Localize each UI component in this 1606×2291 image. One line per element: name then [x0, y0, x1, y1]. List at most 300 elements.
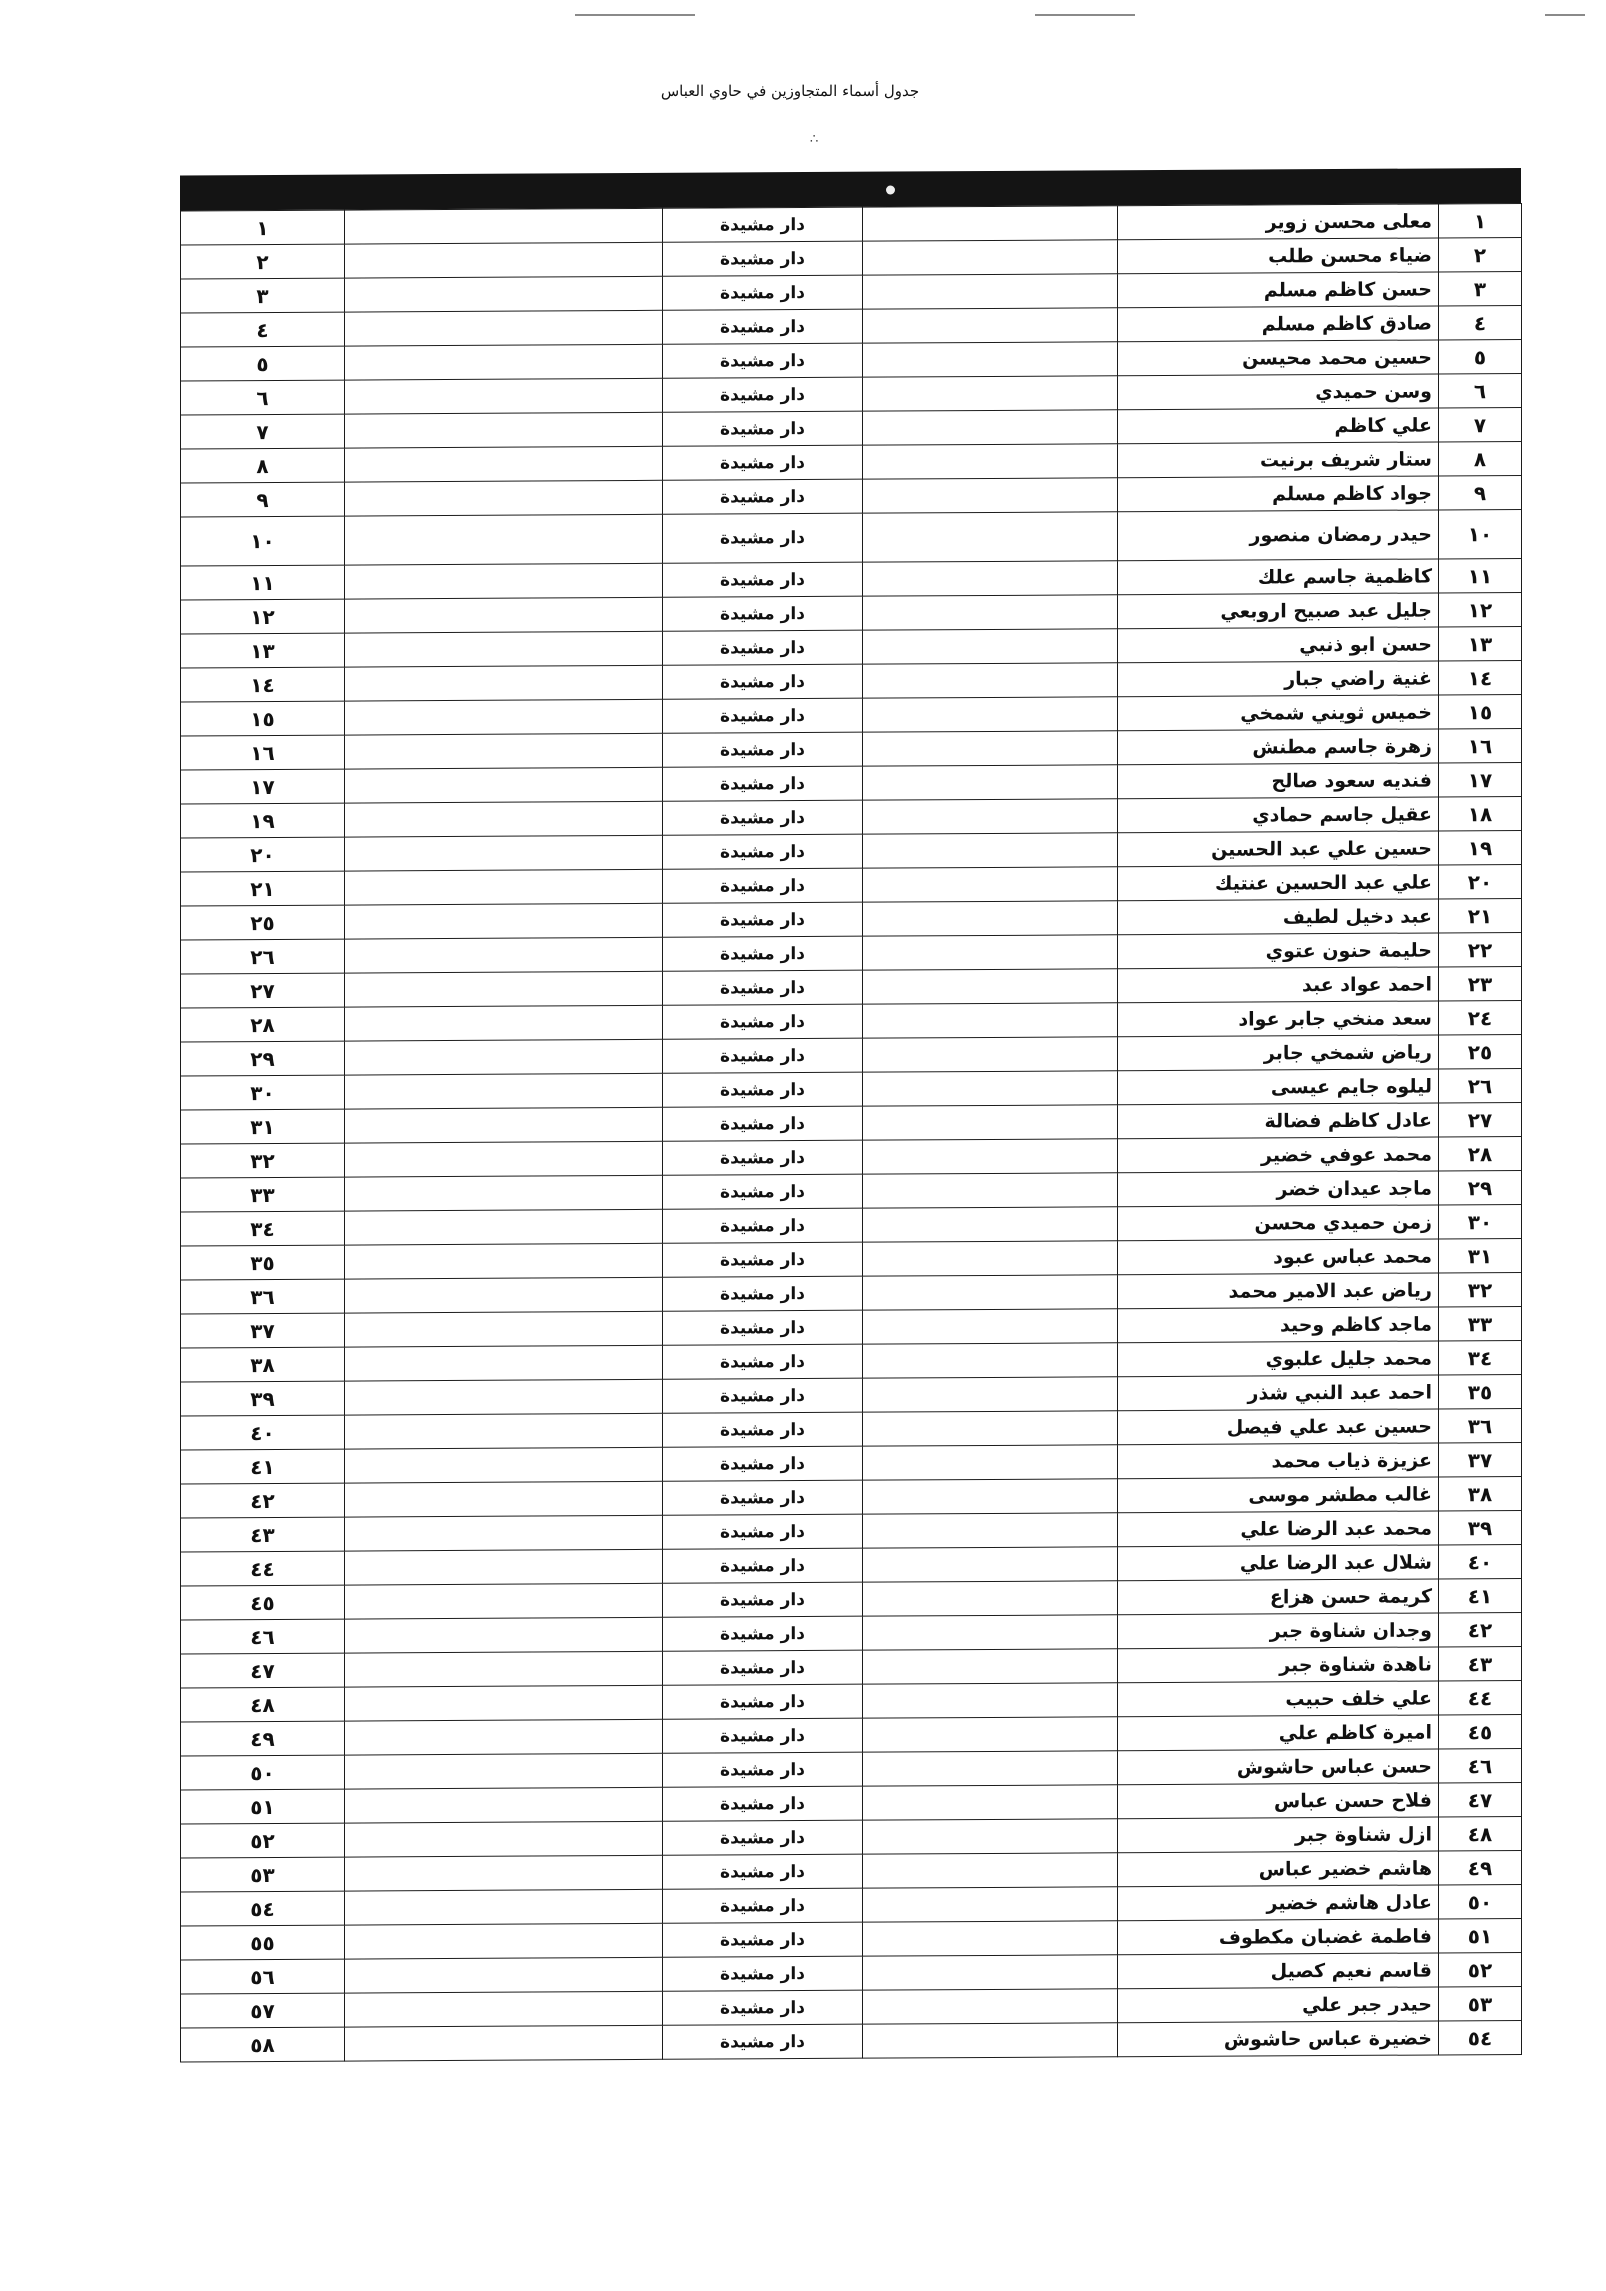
person-name: حسن ابو ذنبي [1118, 627, 1439, 663]
blank-cell [345, 903, 663, 939]
person-name: وسن حميدي [1118, 374, 1439, 410]
property-type: دار مشيدة [663, 1344, 863, 1379]
document-title: جدول أسماء المتجاوزين في حاوي العباس [660, 82, 920, 100]
reference-number: ٢١ [181, 871, 345, 906]
property-type: دار مشيدة [663, 1820, 863, 1855]
blank-cell [345, 1957, 663, 1993]
person-name: حسين علي عبد الحسين [1118, 831, 1439, 867]
person-name: هاشم خضير عباس [1118, 1851, 1439, 1887]
blank-cell [863, 1071, 1118, 1106]
property-type: دار مشيدة [663, 1718, 863, 1753]
person-name: عقيل جاسم حمادي [1118, 797, 1439, 833]
row-number: ٣٨ [1439, 1476, 1522, 1510]
row-number: ٤٤ [1439, 1680, 1522, 1714]
blank-cell [345, 1651, 663, 1687]
reference-number: ٤١ [181, 1449, 345, 1484]
blank-cell [863, 444, 1118, 479]
row-number: ٢١ [1439, 898, 1522, 932]
property-type: دار مشيدة [663, 1514, 863, 1549]
person-name: حيدر جبر علي [1118, 1987, 1439, 2023]
property-type: دار مشيدة [663, 513, 863, 563]
person-name: جواد كاظم مسلم [1118, 476, 1439, 512]
reference-number: ٤٢ [181, 1483, 345, 1518]
person-name: قاسم نعيم كصيل [1118, 1953, 1439, 1989]
blank-cell [863, 1581, 1118, 1616]
row-number: ٨ [1439, 441, 1522, 475]
property-type: دار مشيدة [663, 1208, 863, 1243]
blank-cell [345, 869, 663, 905]
row-number: ٣٩ [1439, 1510, 1522, 1544]
blank-cell [345, 480, 663, 516]
property-type: دار مشيدة [663, 970, 863, 1005]
person-name: حسين عبد علي فيصل [1118, 1409, 1439, 1445]
blank-cell [863, 731, 1118, 766]
blank-cell [345, 1583, 663, 1619]
property-type: دار مشيدة [663, 1922, 863, 1957]
row-number: ٢٧ [1439, 1102, 1522, 1136]
person-name: زمن حميدي محسن [1118, 1205, 1439, 1241]
blank-cell [345, 699, 663, 735]
scan-speck: ∴ [810, 132, 819, 147]
property-type: دار مشيدة [663, 1548, 863, 1583]
row-number: ٢ [1439, 237, 1522, 271]
blank-cell [345, 1107, 663, 1143]
reference-number: ٥١ [181, 1789, 345, 1824]
top-scan-line [1035, 14, 1135, 16]
reference-number: ٤٦ [181, 1619, 345, 1654]
blank-cell [345, 1005, 663, 1041]
person-name: ماجد كاظم وحيد [1118, 1307, 1439, 1343]
row-number: ١١ [1439, 558, 1522, 592]
person-name: جليل عبد صبيح اروبعي [1118, 593, 1439, 629]
row-number: ١٥ [1439, 694, 1522, 728]
property-type: دار مشيدة [663, 1140, 863, 1175]
person-name: رياض عبد الامير محمد [1118, 1273, 1439, 1309]
blank-cell [345, 631, 663, 667]
blank-cell [863, 1547, 1118, 1582]
blank-cell [345, 276, 663, 312]
property-type: دار مشيدة [663, 1004, 863, 1039]
row-number: ٥٢ [1439, 1952, 1522, 1986]
reference-number: ٥٢ [181, 1823, 345, 1858]
row-number: ٥ [1439, 339, 1522, 373]
person-name: حيدر رمضان منصور [1118, 510, 1439, 561]
blank-cell [345, 208, 663, 244]
blank-cell [863, 1003, 1118, 1038]
property-type: دار مشيدة [663, 1752, 863, 1787]
person-name: ازل شناوة جبر [1118, 1817, 1439, 1853]
person-name: صادق كاظم مسلم [1118, 306, 1439, 342]
row-number: ٤٢ [1439, 1612, 1522, 1646]
blank-cell [345, 378, 663, 414]
blank-cell [345, 446, 663, 482]
property-type: دار مشيدة [663, 562, 863, 597]
blank-cell [863, 663, 1118, 698]
row-number: ٤٧ [1439, 1782, 1522, 1816]
property-type: دار مشيدة [663, 1650, 863, 1685]
blank-cell [345, 1447, 663, 1483]
blank-cell [863, 1853, 1118, 1888]
person-name: خميس ثويني شمخي [1118, 695, 1439, 731]
person-name: ضياء محسن طلب [1118, 238, 1439, 274]
blank-cell [863, 1207, 1118, 1242]
blank-cell [345, 1243, 663, 1279]
person-name: وجدان شناوة جبر [1118, 1613, 1439, 1649]
person-name: زهرة جاسم مطنش [1118, 729, 1439, 765]
row-number: ٣٣ [1439, 1306, 1522, 1340]
names-grid [180, 203, 1522, 2062]
blank-cell [345, 1209, 663, 1245]
property-type: دار مشيدة [663, 868, 863, 903]
reference-number: ٢٨ [181, 1007, 345, 1042]
blank-cell [345, 1889, 663, 1925]
blank-cell [345, 1549, 663, 1585]
reference-number: ١٧ [181, 769, 345, 804]
row-number: ٤٠ [1439, 1544, 1522, 1578]
blank-cell [863, 478, 1118, 513]
blank-cell [345, 1311, 663, 1347]
blank-cell [345, 1277, 663, 1313]
row-number: ٣ [1439, 271, 1522, 305]
blank-cell [345, 801, 663, 837]
property-type: دار مشيدة [663, 1276, 863, 1311]
property-type: دار مشيدة [663, 1582, 863, 1617]
property-type: دار مشيدة [663, 1072, 863, 1107]
property-type: دار مشيدة [663, 343, 863, 378]
reference-number: ٢ [181, 244, 345, 279]
reference-number: ٢٧ [181, 973, 345, 1008]
blank-cell [863, 1717, 1118, 1752]
person-name: حسين محمد محيسن [1118, 340, 1439, 376]
reference-number: ٢٦ [181, 939, 345, 974]
blank-cell [863, 799, 1118, 834]
blank-cell [863, 2023, 1118, 2058]
blank-cell [345, 1923, 663, 1959]
reference-number: ٥٠ [181, 1755, 345, 1790]
blank-cell [863, 833, 1118, 868]
reference-number: ١٠ [181, 516, 345, 566]
person-name: احمد عبد النبي شذر [1118, 1375, 1439, 1411]
reference-number: ٣٣ [181, 1177, 345, 1212]
row-number: ٤١ [1439, 1578, 1522, 1612]
reference-number: ٤٤ [181, 1551, 345, 1586]
person-name: احمد عواد عبد [1118, 967, 1439, 1003]
reference-number: ٤٧ [181, 1653, 345, 1688]
person-name: حسن كاظم مسلم [1118, 272, 1439, 308]
table-row [181, 2020, 1522, 2061]
reference-number: ٤٠ [181, 1415, 345, 1450]
blank-cell [863, 342, 1118, 377]
blank-cell [345, 1991, 663, 2027]
reference-number: ٢٩ [181, 1041, 345, 1076]
blank-cell [863, 901, 1118, 936]
blank-cell [345, 1141, 663, 1177]
person-name: اميرة كاظم علي [1118, 1715, 1439, 1751]
reference-number: ١٥ [181, 701, 345, 736]
row-number: ٥٤ [1439, 2020, 1522, 2054]
names-table [180, 168, 1521, 2062]
row-number: ٣٧ [1439, 1442, 1522, 1476]
blank-cell [345, 514, 663, 565]
blank-cell [863, 1377, 1118, 1412]
property-type: دار مشيدة [663, 1446, 863, 1481]
person-name: عادل هاشم خضير [1118, 1885, 1439, 1921]
property-type: دار مشيدة [663, 1990, 863, 2025]
reference-number: ٥٧ [181, 1993, 345, 2028]
blank-cell [863, 1615, 1118, 1650]
person-name: محمد عباس عبود [1118, 1239, 1439, 1275]
person-name: شلال عبد الرضا علي [1118, 1545, 1439, 1581]
blank-cell [345, 1413, 663, 1449]
row-number: ١٢ [1439, 592, 1522, 626]
property-type: دار مشيدة [663, 275, 863, 310]
row-number: ٦ [1439, 373, 1522, 407]
reference-number: ٣٤ [181, 1211, 345, 1246]
blank-cell [345, 412, 663, 448]
reference-number: ١٤ [181, 667, 345, 702]
person-name: محمد عوفي خضير [1118, 1137, 1439, 1173]
person-name: محمد عبد الرضا علي [1118, 1511, 1439, 1547]
person-name: علي عبد الحسين عنتيك [1118, 865, 1439, 901]
row-number: ٢٨ [1439, 1136, 1522, 1170]
property-type: دار مشيدة [663, 1310, 863, 1345]
blank-cell [345, 597, 663, 633]
reference-number: ٣ [181, 278, 345, 313]
header-mark [886, 185, 895, 194]
reference-number: ٢٠ [181, 837, 345, 872]
blank-cell [345, 1821, 663, 1857]
reference-number: ١٢ [181, 599, 345, 634]
property-type: دار مشيدة [663, 936, 863, 971]
reference-number: ٤٣ [181, 1517, 345, 1552]
property-type: دار مشيدة [663, 207, 863, 242]
table-row [181, 509, 1522, 565]
row-number: ٣٢ [1439, 1272, 1522, 1306]
reference-number: ١٦ [181, 735, 345, 770]
blank-cell [863, 1343, 1118, 1378]
blank-cell [863, 1955, 1118, 1990]
property-type: دار مشيدة [663, 445, 863, 480]
blank-cell [863, 1173, 1118, 1208]
property-type: دار مشيدة [663, 1616, 863, 1651]
reference-number: ١٩ [181, 803, 345, 838]
row-number: ٢٩ [1439, 1170, 1522, 1204]
row-number: ١٦ [1439, 728, 1522, 762]
blank-cell [863, 1513, 1118, 1548]
property-type: دار مشيدة [663, 1378, 863, 1413]
blank-cell [863, 697, 1118, 732]
blank-cell [863, 1275, 1118, 1310]
blank-cell [345, 1719, 663, 1755]
row-number: ٤ [1439, 305, 1522, 339]
person-name: كاظمية جاسم علك [1118, 559, 1439, 595]
blank-cell [863, 1105, 1118, 1140]
blank-cell [863, 629, 1118, 664]
blank-cell [345, 1073, 663, 1109]
blank-cell [345, 1515, 663, 1551]
blank-cell [863, 1479, 1118, 1514]
person-name: عبد دخيل لطيف [1118, 899, 1439, 935]
table-header-bar [180, 168, 1521, 210]
blank-cell [863, 240, 1118, 275]
property-type: دار مشيدة [663, 664, 863, 699]
row-number: ٣٦ [1439, 1408, 1522, 1442]
property-type: دار مشيدة [663, 411, 863, 446]
person-name: علي خلف حبيب [1118, 1681, 1439, 1717]
property-type: دار مشيدة [663, 479, 863, 514]
blank-cell [345, 1481, 663, 1517]
person-name: غنية راضي جبار [1118, 661, 1439, 697]
row-number: ٢٤ [1439, 1000, 1522, 1034]
property-type: دار مشيدة [663, 1038, 863, 1073]
reference-number: ١١ [181, 565, 345, 600]
blank-cell [863, 512, 1118, 562]
blank-cell [345, 1685, 663, 1721]
blank-cell [345, 937, 663, 973]
blank-cell [345, 1787, 663, 1823]
row-number: ٤٦ [1439, 1748, 1522, 1782]
blank-cell [345, 1617, 663, 1653]
person-name: علي كاظم [1118, 408, 1439, 444]
property-type: دار مشيدة [663, 698, 863, 733]
property-type: دار مشيدة [663, 800, 863, 835]
reference-number: ٣٦ [181, 1279, 345, 1314]
property-type: دار مشيدة [663, 377, 863, 412]
blank-cell [345, 1345, 663, 1381]
property-type: دار مشيدة [663, 1242, 863, 1277]
reference-number: ٣١ [181, 1109, 345, 1144]
reference-number: ٥٤ [181, 1891, 345, 1926]
row-number: ٥١ [1439, 1918, 1522, 1952]
row-number: ١٠ [1439, 509, 1522, 558]
reference-number: ٥ [181, 346, 345, 381]
blank-cell [863, 274, 1118, 309]
blank-cell [863, 1819, 1118, 1854]
blank-cell [863, 206, 1118, 241]
reference-number: ٣٧ [181, 1313, 345, 1348]
reference-number: ٣٥ [181, 1245, 345, 1280]
reference-number: ٥٥ [181, 1925, 345, 1960]
blank-cell [863, 1241, 1118, 1276]
reference-number: ٤ [181, 312, 345, 347]
property-type: دار مشيدة [663, 732, 863, 767]
row-number: ٩ [1439, 475, 1522, 509]
blank-cell [345, 310, 663, 346]
reference-number: ٥٨ [181, 2027, 345, 2062]
blank-cell [863, 1683, 1118, 1718]
property-type: دار مشيدة [663, 630, 863, 665]
blank-cell [345, 1753, 663, 1789]
blank-cell [863, 1139, 1118, 1174]
row-number: ٤٩ [1439, 1850, 1522, 1884]
property-type: دار مشيدة [663, 309, 863, 344]
blank-cell [345, 1175, 663, 1211]
blank-cell [863, 1785, 1118, 1820]
property-type: دار مشيدة [663, 1106, 863, 1141]
row-number: ٣١ [1439, 1238, 1522, 1272]
top-scan-line [1545, 14, 1585, 16]
row-number: ٢٢ [1439, 932, 1522, 966]
row-number: ٣٥ [1439, 1374, 1522, 1408]
person-name: معلى محسن زوير [1118, 204, 1439, 240]
table-body [181, 203, 1522, 2061]
blank-cell [863, 765, 1118, 800]
reference-number: ٥٦ [181, 1959, 345, 1994]
property-type: دار مشيدة [663, 2024, 863, 2059]
person-name: ستار شريف برنيت [1118, 442, 1439, 478]
reference-number: ٣٨ [181, 1347, 345, 1382]
blank-cell [863, 1649, 1118, 1684]
blank-cell [863, 1921, 1118, 1956]
blank-cell [345, 242, 663, 278]
blank-cell [863, 595, 1118, 630]
person-name: كريمة حسن هزاع [1118, 1579, 1439, 1615]
person-name: عزيزة ذياب محمد [1118, 1443, 1439, 1479]
row-number: ١ [1439, 203, 1522, 237]
person-name: رياض شمخي جابر [1118, 1035, 1439, 1071]
person-name: ليلوه جايم عيسى [1118, 1069, 1439, 1105]
person-name: غالب مطشر موسى [1118, 1477, 1439, 1513]
blank-cell [863, 969, 1118, 1004]
person-name: ناهدة شناوة جبر [1118, 1647, 1439, 1683]
reference-number: ١ [181, 210, 345, 245]
person-name: عادل كاظم فضالة [1118, 1103, 1439, 1139]
top-scan-line [575, 14, 695, 16]
row-number: ٢٠ [1439, 864, 1522, 898]
reference-number: ٩ [181, 482, 345, 517]
property-type: دار مشيدة [663, 1412, 863, 1447]
blank-cell [863, 1037, 1118, 1072]
reference-number: ٤٩ [181, 1721, 345, 1756]
blank-cell [345, 971, 663, 1007]
property-type: دار مشيدة [663, 1956, 863, 1991]
property-type: دار مشيدة [663, 766, 863, 801]
property-type: دار مشيدة [663, 902, 863, 937]
blank-cell [863, 1309, 1118, 1344]
property-type: دار مشيدة [663, 1888, 863, 1923]
reference-number: ٣٢ [181, 1143, 345, 1178]
property-type: دار مشيدة [663, 596, 863, 631]
property-type: دار مشيدة [663, 834, 863, 869]
row-number: ٥٠ [1439, 1884, 1522, 1918]
person-name: حليمة حنون عتوي [1118, 933, 1439, 969]
row-number: ١٤ [1439, 660, 1522, 694]
blank-cell [345, 1855, 663, 1891]
reference-number: ٣٩ [181, 1381, 345, 1416]
row-number: ١٨ [1439, 796, 1522, 830]
person-name: سعد منخي جابر عواد [1118, 1001, 1439, 1037]
blank-cell [345, 1039, 663, 1075]
blank-cell [863, 1445, 1118, 1480]
person-name: ماجد عيدان خضر [1118, 1171, 1439, 1207]
blank-cell [863, 935, 1118, 970]
blank-cell [345, 563, 663, 599]
row-number: ١٧ [1439, 762, 1522, 796]
person-name: فاطمة غضبان مكطوف [1118, 1919, 1439, 1955]
reference-number: ٨ [181, 448, 345, 483]
row-number: ٣٠ [1439, 1204, 1522, 1238]
row-number: ٤٥ [1439, 1714, 1522, 1748]
property-type: دار مشيدة [663, 1854, 863, 1889]
person-name: محمد جليل علبوي [1118, 1341, 1439, 1377]
row-number: ٥٣ [1439, 1986, 1522, 2020]
reference-number: ٢٥ [181, 905, 345, 940]
blank-cell [863, 867, 1118, 902]
reference-number: ٣٠ [181, 1075, 345, 1110]
property-type: دار مشيدة [663, 1480, 863, 1515]
reference-number: ٤٥ [181, 1585, 345, 1620]
row-number: ٤٣ [1439, 1646, 1522, 1680]
